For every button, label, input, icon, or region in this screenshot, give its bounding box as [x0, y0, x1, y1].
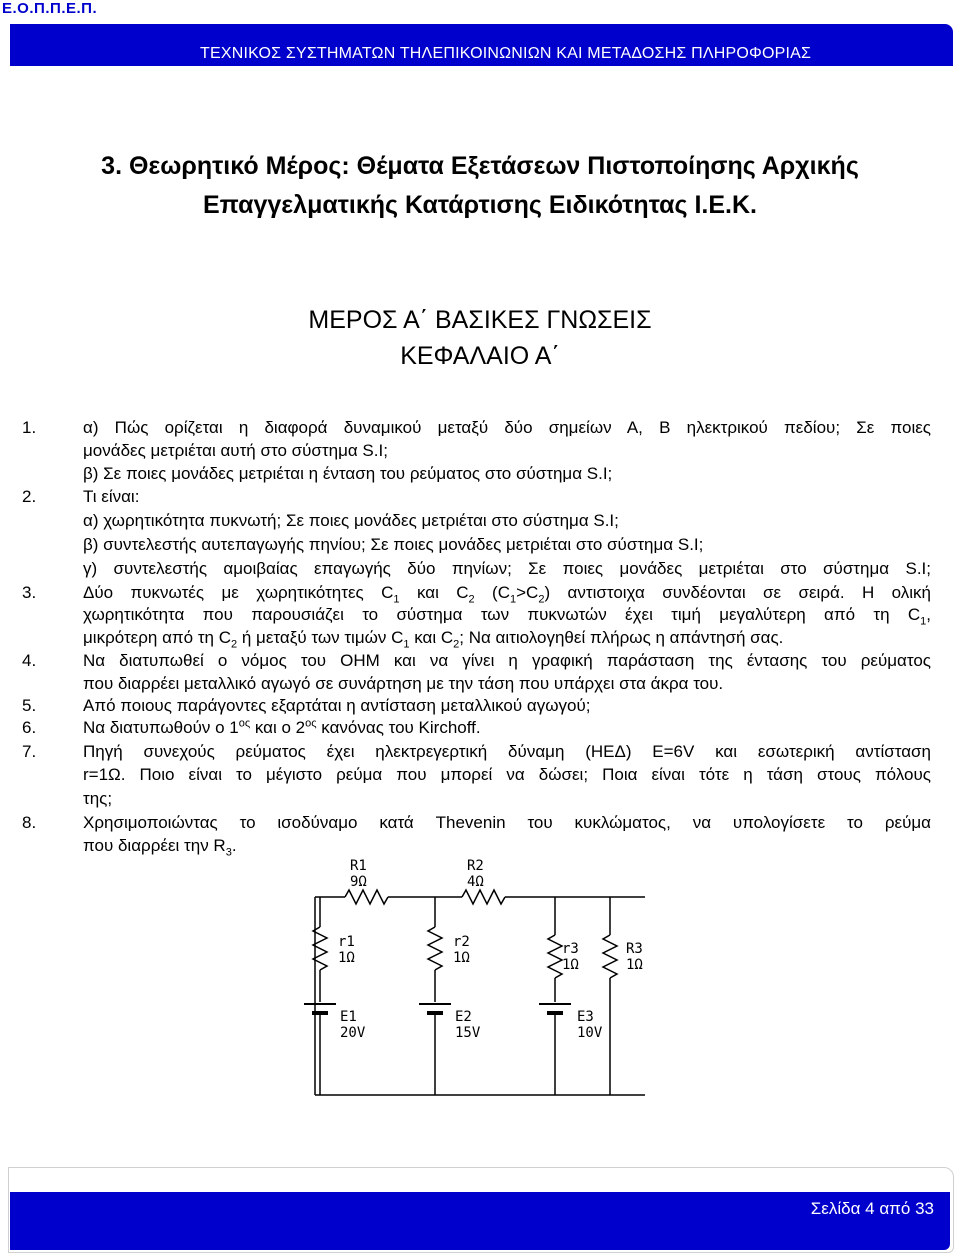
- label-r2-value: 1Ω: [453, 950, 470, 966]
- label-r1-name: r1: [338, 934, 355, 950]
- question-3-line-3: μικρότερη από τη $C_2$ ή μεταξύ των τιμών $C_1$ και $C_2$; Να αιτιολογηθεί πλήρως η απάντησή σας.: [83, 628, 784, 651]
- resistor-R3-symbol: [603, 935, 617, 978]
- question-1-line-1: α) Πώς ορίζεται η διαφορά δυναμικού μεταξύ δύο σημείων Α, Β ηλεκτρικού πεδίου; Σε ποιες: [83, 418, 931, 437]
- label-R2-name: R2: [467, 858, 484, 874]
- label-r2-name: r2: [453, 934, 470, 950]
- chapter-title: ΚΕΦΑΛΑΙΟ Α΄: [400, 342, 560, 370]
- resistor-R2-symbol: [462, 890, 505, 904]
- question-2-line-3: β) συντελεστής αυτεπαγωγής πηνίου; Σε ποιες μονάδες μετριέται στο σύστημα S.I;: [83, 535, 704, 554]
- label-E1-name: E1: [340, 1009, 357, 1025]
- resistor-r2-symbol: [428, 927, 442, 970]
- question-1-line-3: β) Σε ποιες μονάδες μετριέται η ένταση του ρεύματος στο σύστημα S.I;: [83, 464, 613, 483]
- question-number-6: 6.: [22, 718, 37, 737]
- question-6-line-1: Να διατυπωθούν ο $1^{o\varsigma}$ και ο $2^{o\varsigma}$ κανόνας του Kirchoff.: [83, 717, 481, 737]
- label-R2-value: 4Ω: [467, 874, 484, 890]
- question-number-5: 5.: [22, 696, 37, 715]
- footer-bar: [10, 1192, 950, 1250]
- question-number-4: 4.: [22, 651, 37, 670]
- label-r3-name: r3: [562, 941, 579, 957]
- question-3-line-2: χωρητικότητα που παρουσιάζει το σύστημα των πυκνωτών έχει τιμή μεγαλύτερη από τη $C_1$,: [83, 605, 931, 628]
- question-8-line-2: που διαρρέει την $R_3$.: [83, 836, 237, 859]
- question-7-line-3: της;: [83, 789, 113, 808]
- label-r3-value: 1Ω: [562, 957, 579, 973]
- part-title: ΜΕΡΟΣ Α΄ ΒΑΣΙΚΕΣ ΓΝΩΣΕΙΣ: [308, 306, 652, 334]
- question-5-line-1: Από ποιους παράγοντες εξαρτάται η αντίσταση μεταλλικού αγωγού;: [83, 696, 591, 715]
- label-r1-value: 1Ω: [338, 950, 355, 966]
- question-number-1: 1.: [22, 418, 37, 437]
- question-2-line-1: Τι είναι:: [83, 487, 140, 506]
- question-4-line-2: που διαρρέει μεταλλικό αγωγό σε συνάρτηση με την τάση που υπάρχει στα άκρα του.: [83, 674, 724, 693]
- question-4-line-1: Να διατυπωθεί ο νόμος του ΟΗΜ και να γίνει η γραφική παράσταση της έντασης του ρεύματος: [83, 651, 931, 670]
- label-E2-value: 15V: [455, 1025, 481, 1041]
- label-E2-name: E2: [455, 1009, 472, 1025]
- header-org: Ε.Ο.Π.Π.Ε.Π.: [2, 0, 103, 18]
- label-R3-name: R3: [626, 941, 643, 957]
- question-7-line-1: Πηγή συνεχούς ρεύματος έχει ηλεκτρεγερτική δύναμη (ΗΕΔ) Ε=6V και εσωτερική αντίσταση: [83, 742, 931, 761]
- circuit-diagram: [290, 857, 690, 1137]
- resistor-R1-symbol: [345, 890, 388, 904]
- question-2-line-2: α) χωρητικότητα πυκνωτή; Σε ποιες μονάδες μετριέται στο σύστημα S.I;: [83, 511, 619, 530]
- label-E3-value: 10V: [577, 1025, 603, 1041]
- question-1-line-2: μονάδες μετριέται αυτή στο σύστημα S.I;: [83, 441, 388, 460]
- question-number-7: 7.: [22, 742, 37, 761]
- label-R3-value: 1Ω: [626, 957, 643, 973]
- question-3-line-1: Δύο πυκνωτές με χωρητικότητες $C_1$ και $C_2$ $(C_1>C_2)$ αντιστοιχα συνδέονται σε σειρά. Η ολική: [83, 583, 931, 606]
- label-E3-name: E3: [577, 1009, 594, 1025]
- section-title-line1: 3. Θεωρητικό Μέρος: Θέματα Εξετάσεων Πιστοποίησης Αρχικής: [101, 152, 859, 180]
- question-number-3: 3.: [22, 583, 37, 602]
- section-title-line2: Επαγγελματικής Κατάρτισης Ειδικότητας Ι.Ε.Κ.: [203, 191, 757, 219]
- label-R1-name: R1: [350, 858, 367, 874]
- question-number-8: 8.: [22, 813, 37, 832]
- question-number-2: 2.: [22, 487, 37, 506]
- label-E1-value: 20V: [340, 1025, 366, 1041]
- page-number: Σελίδα 4 από 33: [810, 1199, 934, 1218]
- header-subtitle: ΤΕΧΝΙΚΟΣ ΣΥΣΤΗΜΑΤΩΝ ΤΗΛΕΠΙΚΟΙΝΩΝΙΩΝ ΚΑΙ ΜΕΤΑΔΟΣΗΣ ΠΛΗΡΟΦΟΡΙΑΣ: [200, 45, 812, 62]
- question-7-line-2: r=1Ω. Ποιο είναι το μέγιστο ρεύμα που μπορεί να δώσει; Ποια είναι τότε η τάση στους πόλους: [83, 765, 931, 784]
- question-8-line-1: Χρησιμοποιώντας το ισοδύναμο κατά Thevenin του κυκλώματος, να υπολογίσετε το ρεύμα: [83, 813, 931, 832]
- question-2-line-4: γ) συντελεστής αμοιβαίας επαγωγής δύο πηνίων; Σε ποιες μονάδες μετριέται στο σύστημα S.I;: [83, 559, 931, 578]
- resistor-r3-symbol: [548, 935, 562, 978]
- label-R1-value: 9Ω: [350, 874, 367, 890]
